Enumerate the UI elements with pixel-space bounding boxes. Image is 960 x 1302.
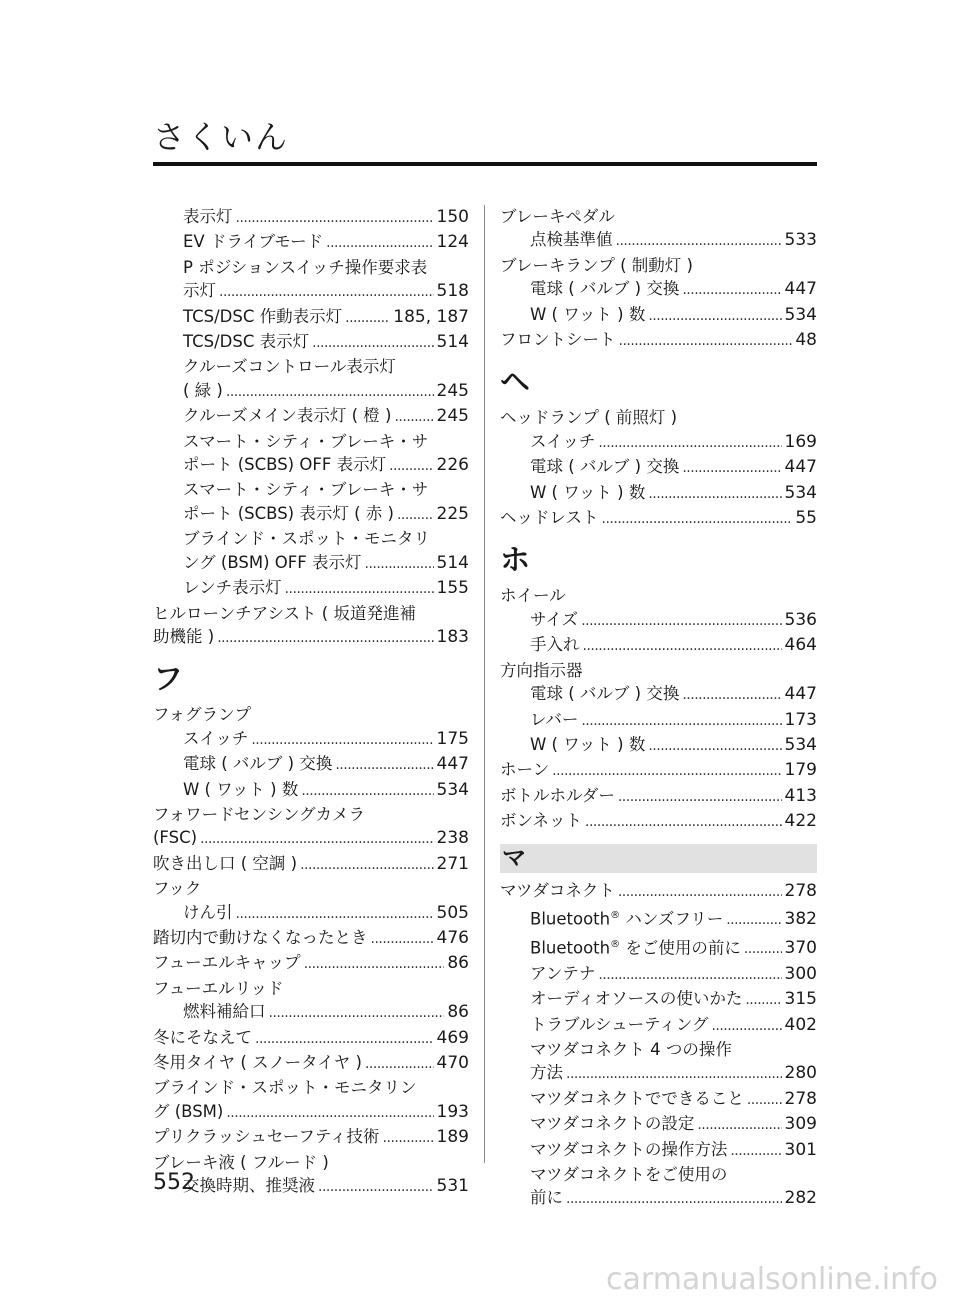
index-entry: [500, 228, 817, 253]
index-entry: [153, 404, 469, 429]
leader-dots: [301, 780, 433, 803]
index-entry-page: 534: [784, 482, 817, 503]
index-entry-heading: フック: [153, 879, 202, 899]
index-group-hyoujitou: [153, 205, 469, 650]
index-entry-page: 300: [784, 963, 817, 984]
index-entry: [153, 1051, 469, 1076]
leader-dots: [236, 207, 434, 230]
leader-dots: [648, 305, 781, 328]
index-entry-page: 245: [436, 406, 469, 427]
leader-dots: [552, 760, 781, 783]
page-number: 552: [153, 1170, 195, 1195]
index-entry-page: 225: [436, 503, 469, 524]
index-entry: [153, 230, 469, 255]
index-entry-page: 245: [436, 380, 469, 401]
index-entry-label: スイッチ: [183, 728, 249, 748]
index-entry: [500, 455, 817, 480]
index-entry-label: EV ドライブモード: [183, 232, 324, 252]
leader-dots: [598, 964, 781, 987]
index-entry: [153, 453, 469, 478]
leader-dots: [602, 508, 793, 531]
leader-dots: [730, 1140, 781, 1163]
index-entry-page: 86: [447, 1002, 469, 1023]
index-entry: [153, 901, 469, 926]
leader-dots: [648, 735, 781, 758]
index-entry: [153, 625, 469, 650]
index-entry-label: 前に: [530, 1188, 563, 1208]
leader-dots: [389, 455, 433, 478]
index-entry: [500, 1112, 817, 1137]
index-entry-page: 55: [795, 508, 817, 529]
index-entry-page: 309: [784, 1114, 817, 1135]
index-entry: [500, 430, 817, 455]
index-entry: [500, 987, 817, 1012]
leader-dots: [326, 232, 433, 255]
index-entry: [153, 1100, 469, 1125]
index-entry-label: W ( ワット ) 数: [530, 304, 646, 324]
column-divider: [484, 205, 485, 1163]
index-entry-page: 124: [436, 232, 469, 253]
index-entry: [153, 926, 469, 951]
index-entry-label: ポート (SCBS) 表示灯 ( 赤 ): [183, 503, 394, 523]
index-entry-page: 173: [784, 709, 817, 730]
index-entry-label: 手入れ: [530, 635, 580, 655]
index-entry-label: フロントシート: [500, 330, 616, 350]
index-entry: [500, 303, 817, 328]
index-entry: [500, 1087, 817, 1112]
index-entry-heading: ブラインド・スポット・モニタリン: [153, 1078, 417, 1098]
index-entry-page: 382: [784, 909, 817, 930]
index-entry-page: 402: [784, 1014, 817, 1035]
leader-dots: [747, 1089, 782, 1112]
index-entry: [500, 633, 817, 658]
index-entry-label: 冬用タイヤ ( スノータイヤ ): [153, 1053, 362, 1072]
index-entry-label: サイズ: [530, 609, 579, 629]
index-entry: [500, 608, 817, 633]
index-entry: [500, 904, 817, 933]
index-group-ho: [500, 584, 817, 834]
index-entry-label: ( 緑 ): [183, 380, 223, 400]
leader-dots: [581, 610, 781, 633]
index-entry-page: 280: [784, 1063, 817, 1084]
leader-dots: [598, 432, 781, 455]
leader-dots: [371, 928, 434, 951]
index-entry-label: ング (BSM) OFF 表示灯: [183, 552, 362, 572]
leader-dots: [682, 279, 781, 302]
index-entry-page: 447: [784, 457, 817, 478]
index-entry: [153, 778, 469, 803]
index-entry-page: 193: [436, 1101, 469, 1122]
index-entry-heading: ヘッドランプ ( 前照灯 ): [500, 408, 678, 428]
index-entry-heading: スマート・シティ・ブレーキ・サ: [183, 431, 429, 451]
index-entry-page: 86: [447, 953, 469, 974]
index-column-right: [500, 205, 817, 1212]
index-entry-label: 電球 ( バルブ ) 交換: [530, 684, 680, 704]
index-entry-heading: 方向指示器: [500, 660, 583, 680]
leader-dots: [583, 635, 782, 658]
index-entry: [153, 205, 469, 230]
index-entry-page: 150: [436, 207, 469, 227]
index-entry: [500, 277, 817, 302]
index-entry-heading: ブレーキ液 ( フルード ): [153, 1152, 329, 1172]
leader-dots: [251, 729, 433, 752]
index-entry-label: マツダコネクトの設定: [530, 1114, 695, 1134]
index-entry: [153, 502, 469, 527]
index-entry-page: 534: [784, 734, 817, 755]
index-entry-page: 447: [436, 754, 469, 775]
leader-dots: [304, 953, 445, 976]
index-entry: [500, 733, 817, 758]
index-entry-label: 冬にそなえて: [153, 1027, 252, 1047]
index-entry-label: (FSC): [153, 828, 198, 848]
index-entry: [500, 682, 817, 707]
index-entry-label: トラブルシューティング: [530, 1014, 709, 1034]
index-entry-heading: フューエルリッド: [153, 978, 284, 998]
index-entry-page: 514: [436, 552, 469, 573]
leader-dots: [345, 307, 390, 330]
leader-dots: [312, 332, 433, 355]
leader-dots: [618, 786, 782, 809]
index-entry-label: W ( ワット ) 数: [530, 734, 646, 754]
index-entry: [153, 551, 469, 576]
index-entry-page: 169: [784, 431, 817, 452]
leader-dots: [365, 1053, 434, 1076]
index-entry: [500, 962, 817, 987]
leader-dots: [566, 1188, 782, 1211]
index-entry: [153, 1125, 469, 1150]
leader-dots: [217, 627, 433, 650]
index-entry-label: マツダコネクトの操作方法: [530, 1139, 728, 1159]
index-entry-heading: フォワードセンシングカメラ: [153, 804, 366, 824]
leader-dots: [394, 406, 433, 429]
index-entry-heading: マツダコネクト 4 つの操作: [530, 1039, 732, 1059]
leader-dots: [697, 1114, 781, 1137]
index-entry-page: 536: [784, 609, 817, 630]
index-entry-page: 189: [436, 1127, 469, 1148]
index-entry-page: 278: [784, 1088, 817, 1109]
index-entry-page: 533: [784, 230, 817, 251]
index-entry-label: 表示灯: [183, 207, 233, 226]
leader-dots: [300, 854, 433, 877]
leader-dots: [711, 1015, 781, 1038]
index-entry-label: 助機能 ): [153, 626, 215, 646]
index-entry-page: 476: [436, 927, 469, 948]
index-entry: [500, 758, 817, 783]
leader-dots: [745, 989, 781, 1012]
section-letter-fu: フ: [153, 662, 183, 698]
index-entry: [153, 727, 469, 752]
index-entry: [153, 1026, 469, 1051]
leader-dots: [236, 903, 434, 926]
index-entry-page: 505: [436, 902, 469, 923]
index-entry-label: 点検基準値: [530, 230, 613, 250]
index-entry: [153, 951, 469, 976]
index-entry-label: スイッチ: [530, 431, 596, 451]
index-entry-page: 370: [784, 938, 817, 959]
index-entry-label: プリクラッシュセーフティ技術: [153, 1127, 380, 1147]
index-entry-heading: マツダコネクトをご使用の: [530, 1165, 728, 1184]
index-entry: [500, 1186, 817, 1211]
index-entry-page: 447: [784, 684, 817, 705]
index-entry: [500, 879, 817, 904]
index-entry-page: 470: [436, 1053, 469, 1073]
index-entry: [500, 809, 817, 834]
index-entry: [500, 481, 817, 506]
index-entry-heading: P ポジションスイッチ操作要求表: [183, 257, 428, 277]
index-entry-label: 吹き出し口 ( 空調 ): [153, 853, 298, 873]
index-entry-page: 271: [436, 853, 469, 874]
index-entry-page: 514: [436, 332, 469, 353]
leader-dots: [255, 1028, 434, 1051]
index-entry-label: レバー: [530, 709, 579, 729]
index-entry-label: 電球 ( バルブ ) 交換: [530, 279, 680, 299]
index-entry: [153, 379, 469, 404]
leader-dots: [648, 483, 781, 506]
leader-dots: [566, 1063, 782, 1086]
leader-dots: [226, 1102, 433, 1125]
index-entry-page: 413: [784, 785, 817, 806]
index-group-bu: [500, 205, 817, 353]
leader-dots: [682, 457, 781, 480]
index-entry-label: ヘッドレスト: [500, 508, 599, 528]
index-entry-page: 469: [436, 1027, 469, 1048]
index-entry: [500, 1013, 817, 1038]
index-entry-label: ホーン: [500, 760, 550, 780]
leader-dots: [726, 909, 781, 932]
index-entry-page: 301: [784, 1139, 817, 1160]
index-entry-label: Bluetooth® をご使用の前に: [530, 938, 741, 958]
index-entry-label: TCS/DSC 表示灯: [183, 332, 310, 352]
index-entry-label: W ( ワット ) 数: [183, 779, 299, 799]
leader-dots: [383, 1127, 434, 1150]
watermark: carmanualsonline.info: [606, 1262, 938, 1297]
page-title: さくいん: [153, 118, 290, 156]
index-entry-page: 531: [436, 1176, 469, 1197]
index-entry-label: アンテナ: [530, 963, 596, 983]
index-entry-label: ボトルホルダー: [500, 785, 615, 805]
leader-dots: [365, 553, 434, 576]
index-entry-label: フューエルキャップ: [153, 953, 301, 973]
leader-dots: [682, 684, 781, 707]
leader-dots: [619, 330, 793, 353]
index-entry: [153, 1000, 469, 1025]
index-entry-page: 226: [436, 455, 469, 476]
index-group-fu: [153, 703, 469, 1199]
leader-dots: [585, 811, 782, 834]
index-entry-heading: ホイール: [500, 586, 566, 606]
index-entry-label: けん引: [183, 902, 233, 922]
index-entry: [153, 576, 469, 601]
index-entry-page: 179: [784, 760, 817, 781]
index-entry-label: 電球 ( バルブ ) 交換: [530, 457, 680, 477]
index-entry-page: 155: [436, 578, 469, 599]
index-entry: [500, 784, 817, 809]
index-entry-label: 示灯: [183, 281, 216, 301]
index-entry: [500, 933, 817, 962]
index-entry-page: 518: [436, 281, 469, 302]
index-entry-heading: クルーズコントロール表示灯: [183, 357, 396, 377]
leader-dots: [226, 381, 434, 404]
index-entry: [500, 708, 817, 733]
leader-dots: [397, 504, 434, 527]
index-entry-heading: フォグランプ: [153, 705, 252, 725]
index-entry-label: ポート (SCBS) OFF 表示灯: [183, 455, 387, 475]
leader-dots: [335, 754, 433, 777]
index-entry-heading: ブレーキランプ ( 制動灯 ): [500, 255, 693, 275]
index-entry: [153, 852, 469, 877]
index-entry: [153, 752, 469, 777]
index-entry-page: 278: [784, 880, 817, 901]
leader-dots: [616, 230, 782, 253]
index-entry-page: 315: [784, 989, 817, 1010]
index-entry-page: 238: [436, 828, 469, 849]
leader-dots: [285, 578, 434, 601]
index-entry-page: 183: [436, 626, 469, 647]
index-entry-label: レンチ表示灯: [183, 578, 282, 598]
index-entry: [500, 1061, 817, 1086]
index-entry-label: グ (BSM): [153, 1101, 224, 1121]
index-entry-label: W ( ワット ) 数: [530, 482, 646, 502]
leader-dots: [581, 710, 781, 733]
leader-dots: [318, 1176, 434, 1199]
index-entry: [153, 1174, 469, 1199]
index-entry-page: 48: [795, 330, 817, 351]
index-entry-page: 185, 187: [393, 306, 469, 327]
index-entry-label: クルーズメイン表示灯 ( 橙 ): [183, 406, 392, 426]
index-entry-page: 534: [436, 779, 469, 800]
index-entry-label: 電球 ( バルブ ) 交換: [183, 754, 333, 774]
index-entry: [500, 1138, 817, 1163]
index-entry: [500, 506, 817, 531]
index-entry-page: 175: [436, 728, 469, 749]
index-entry: [153, 330, 469, 355]
leader-dots: [744, 938, 782, 961]
leader-dots: [200, 828, 433, 851]
index-entry-label: Bluetooth® ハンズフリー: [530, 909, 724, 929]
index-group-ma: [500, 879, 817, 1212]
section-letter-he: ヘ: [500, 365, 530, 401]
index-column-left: [153, 205, 469, 1199]
index-entry: [153, 826, 469, 851]
index-entry: [500, 328, 817, 353]
index-entry-page: 447: [784, 279, 817, 300]
index-entry-page: 464: [784, 635, 817, 656]
leader-dots: [269, 1002, 445, 1025]
index-entry-label: 燃料補給口: [183, 1002, 266, 1022]
section-letter-ho: ホ: [500, 543, 530, 579]
index-entry-page: 534: [784, 304, 817, 325]
index-entry-page: 422: [784, 811, 817, 832]
index-entry-heading: スマート・シティ・ブレーキ・サ: [183, 480, 429, 500]
index-entry-heading: ブラインド・スポット・モニタリ: [183, 529, 431, 549]
index-entry-label: 方法: [530, 1063, 563, 1083]
section-letter-ma: マ: [500, 844, 817, 873]
leader-dots: [219, 281, 434, 304]
index-entry-label: 踏切内で動けなくなったとき: [153, 927, 368, 947]
index-entry-page: 282: [784, 1188, 817, 1209]
leader-dots: [618, 881, 782, 904]
title-rule: [153, 162, 817, 166]
index-group-he: [500, 406, 817, 531]
index-entry-label: TCS/DSC 作動表示灯: [183, 306, 343, 326]
index-entry: [153, 305, 469, 330]
index-entry-label: ボンネット: [500, 811, 583, 831]
index-entry-heading: ヒルローンチアシスト ( 坂道発進補: [153, 603, 416, 623]
index-entry: [153, 279, 469, 304]
index-entry-label: 交換時期、推奨液: [183, 1176, 315, 1196]
index-entry-label: オーディオソースの使いかた: [530, 989, 743, 1009]
index-entry-label: マツダコネクト: [500, 880, 615, 900]
index-entry-label: マツダコネクトでできること: [530, 1088, 744, 1108]
index-entry-heading: ブレーキペダル: [500, 207, 615, 226]
